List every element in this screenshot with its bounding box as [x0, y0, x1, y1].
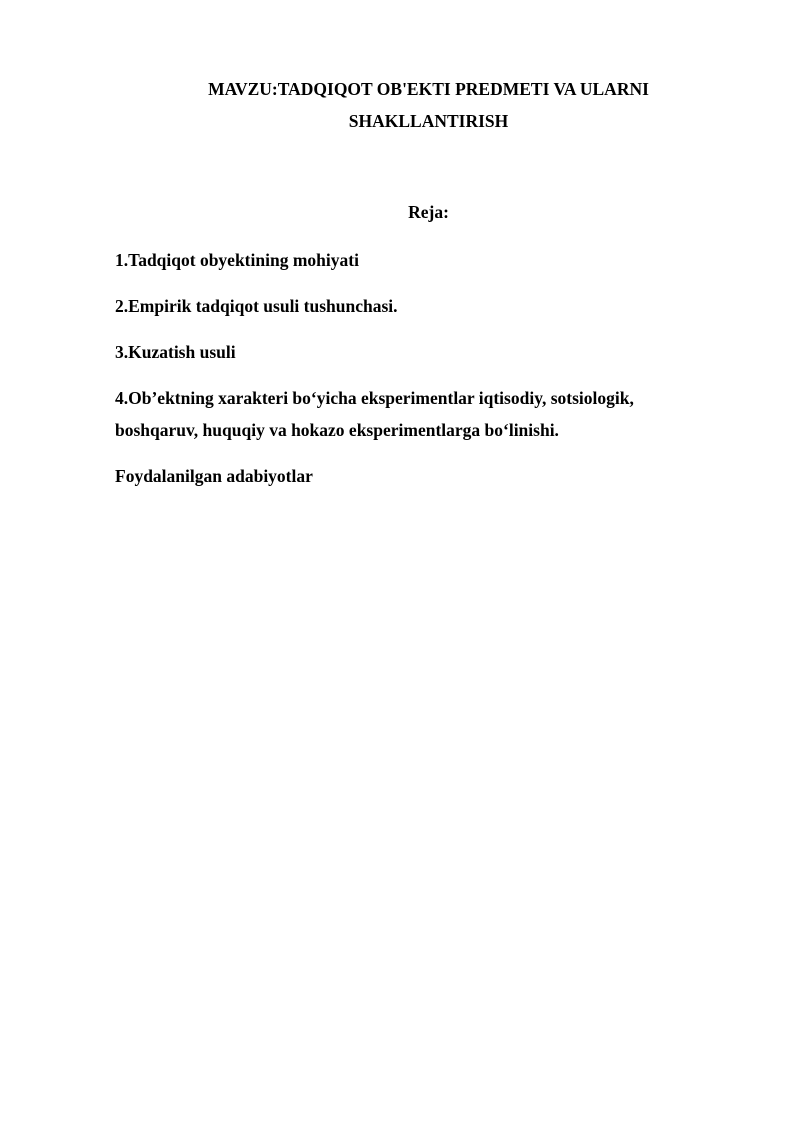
plan-item: 1.Tadqiqot obyektining mohiyati	[115, 250, 359, 270]
title-line-2: SHAKLLANTIRISH	[348, 111, 509, 131]
title-line-1: MAVZU:TADQIQOT OB'EKTI PREDMETI VA ULARNI	[208, 79, 649, 99]
references-item: Foydalanilgan adabiyotlar	[115, 466, 313, 486]
plan-heading: Reja:	[408, 202, 449, 222]
plan-item: 3.Kuzatish usuli	[115, 342, 236, 362]
document-title	[115, 73, 742, 137]
plan-list	[115, 244, 695, 492]
plan-item: 2.Empirik tadqiqot usuli tushunchasi.	[115, 296, 398, 316]
plan-item: 4.Ob’ektning xarakteri bo‘yicha eksperimentlar iqtisodiy, sotsiologik, boshqaruv, huquqiy va hokazo eksperimentlarga bo‘linishi.	[115, 388, 634, 440]
